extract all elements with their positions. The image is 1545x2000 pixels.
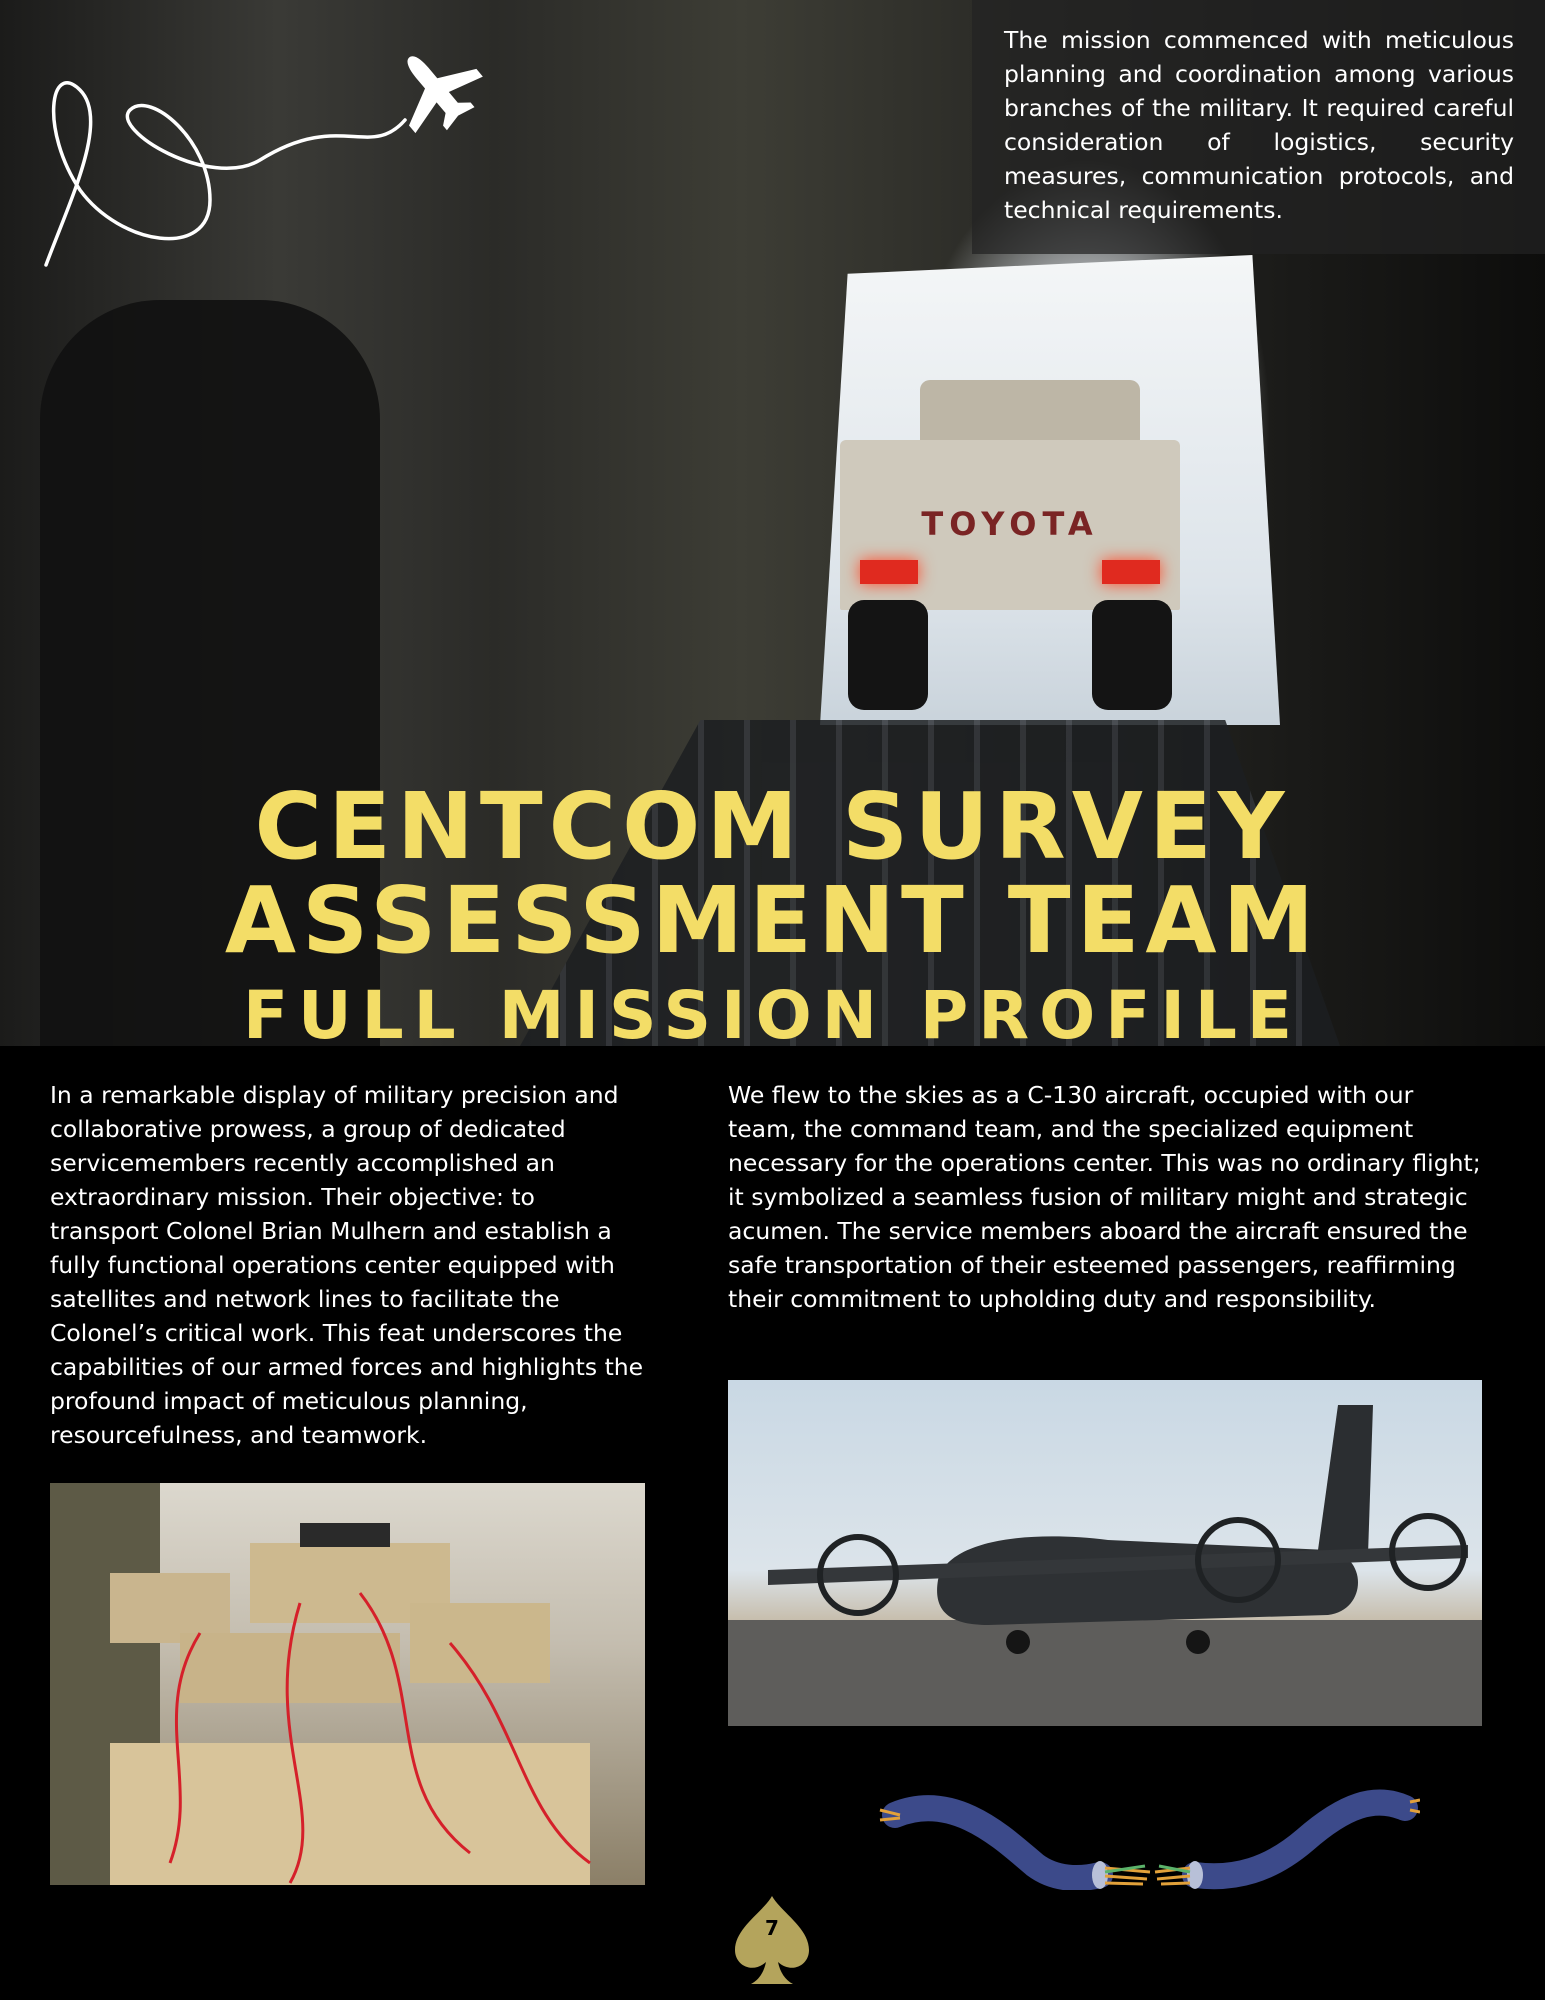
intro-text: The mission commenced with meticulous planning and coordination among various branches of the military. It required careful consideration of logistics, security measures, communication protocols, and technical requirements. (1004, 26, 1514, 224)
fuselage (937, 1536, 1358, 1625)
airplane-swirl-icon (40, 50, 500, 270)
hero-truck (840, 380, 1180, 720)
title-line-2: ASSESSMENT TEAM (224, 867, 1321, 974)
truck-taillight-right (1102, 560, 1160, 584)
spade-icon (733, 1894, 811, 1986)
truck-wheel-left (848, 600, 928, 710)
equipment-box-4 (410, 1603, 550, 1683)
truck-taillight-left (860, 560, 918, 584)
equipment-box-1 (110, 1573, 230, 1643)
tail-fin (1318, 1405, 1373, 1555)
title-line-3: FULL MISSION PROFILE (242, 977, 1303, 1046)
photo-network-equipment-art (50, 1483, 645, 1885)
photo-c130-aircraft-art (728, 1380, 1482, 1726)
page-number: 7 (765, 1916, 779, 1940)
router (300, 1523, 390, 1547)
title-line-1: CENTCOM SURVEY (254, 773, 1291, 880)
truck-wheel-right (1092, 600, 1172, 710)
page-title (0, 773, 1545, 1046)
desk (110, 1743, 590, 1885)
truck-brand-text: TOYOTA (921, 505, 1099, 543)
body-text-left: In a remarkable display of military precision and collaborative prowess, a group of dedicated servicemembers recently accomplished an extraordinary mission. Their objective: to transport Colonel Brian Mulhern and establish a fully functional operations center equipped with satellites and network lines to facilitate the Colonel’s critical work. This feat underscores the capabilities of our armed forces and highlights the profound impact of meticulous planning, resourcefulness, and teamwork. (50, 1081, 644, 1449)
body-text-right: We flew to the skies as a C-130 aircraft, occupied with our team, the command team, and the specialized equipment necessary for the operations center. This was no ordinary flight; it symbolized a seamless fusion of military might and strategic acumen. The service members aboard the aircraft ensured the safe transportation of their esteemed passengers, reaffirming their commitment to upholding duty and responsibility. (728, 1081, 1481, 1313)
cable-illustration (875, 1780, 1420, 1890)
photo-c130-aircraft (728, 1380, 1482, 1726)
runway (728, 1620, 1482, 1726)
airplane-icon (376, 50, 495, 147)
photo-network-equipment (50, 1483, 645, 1885)
